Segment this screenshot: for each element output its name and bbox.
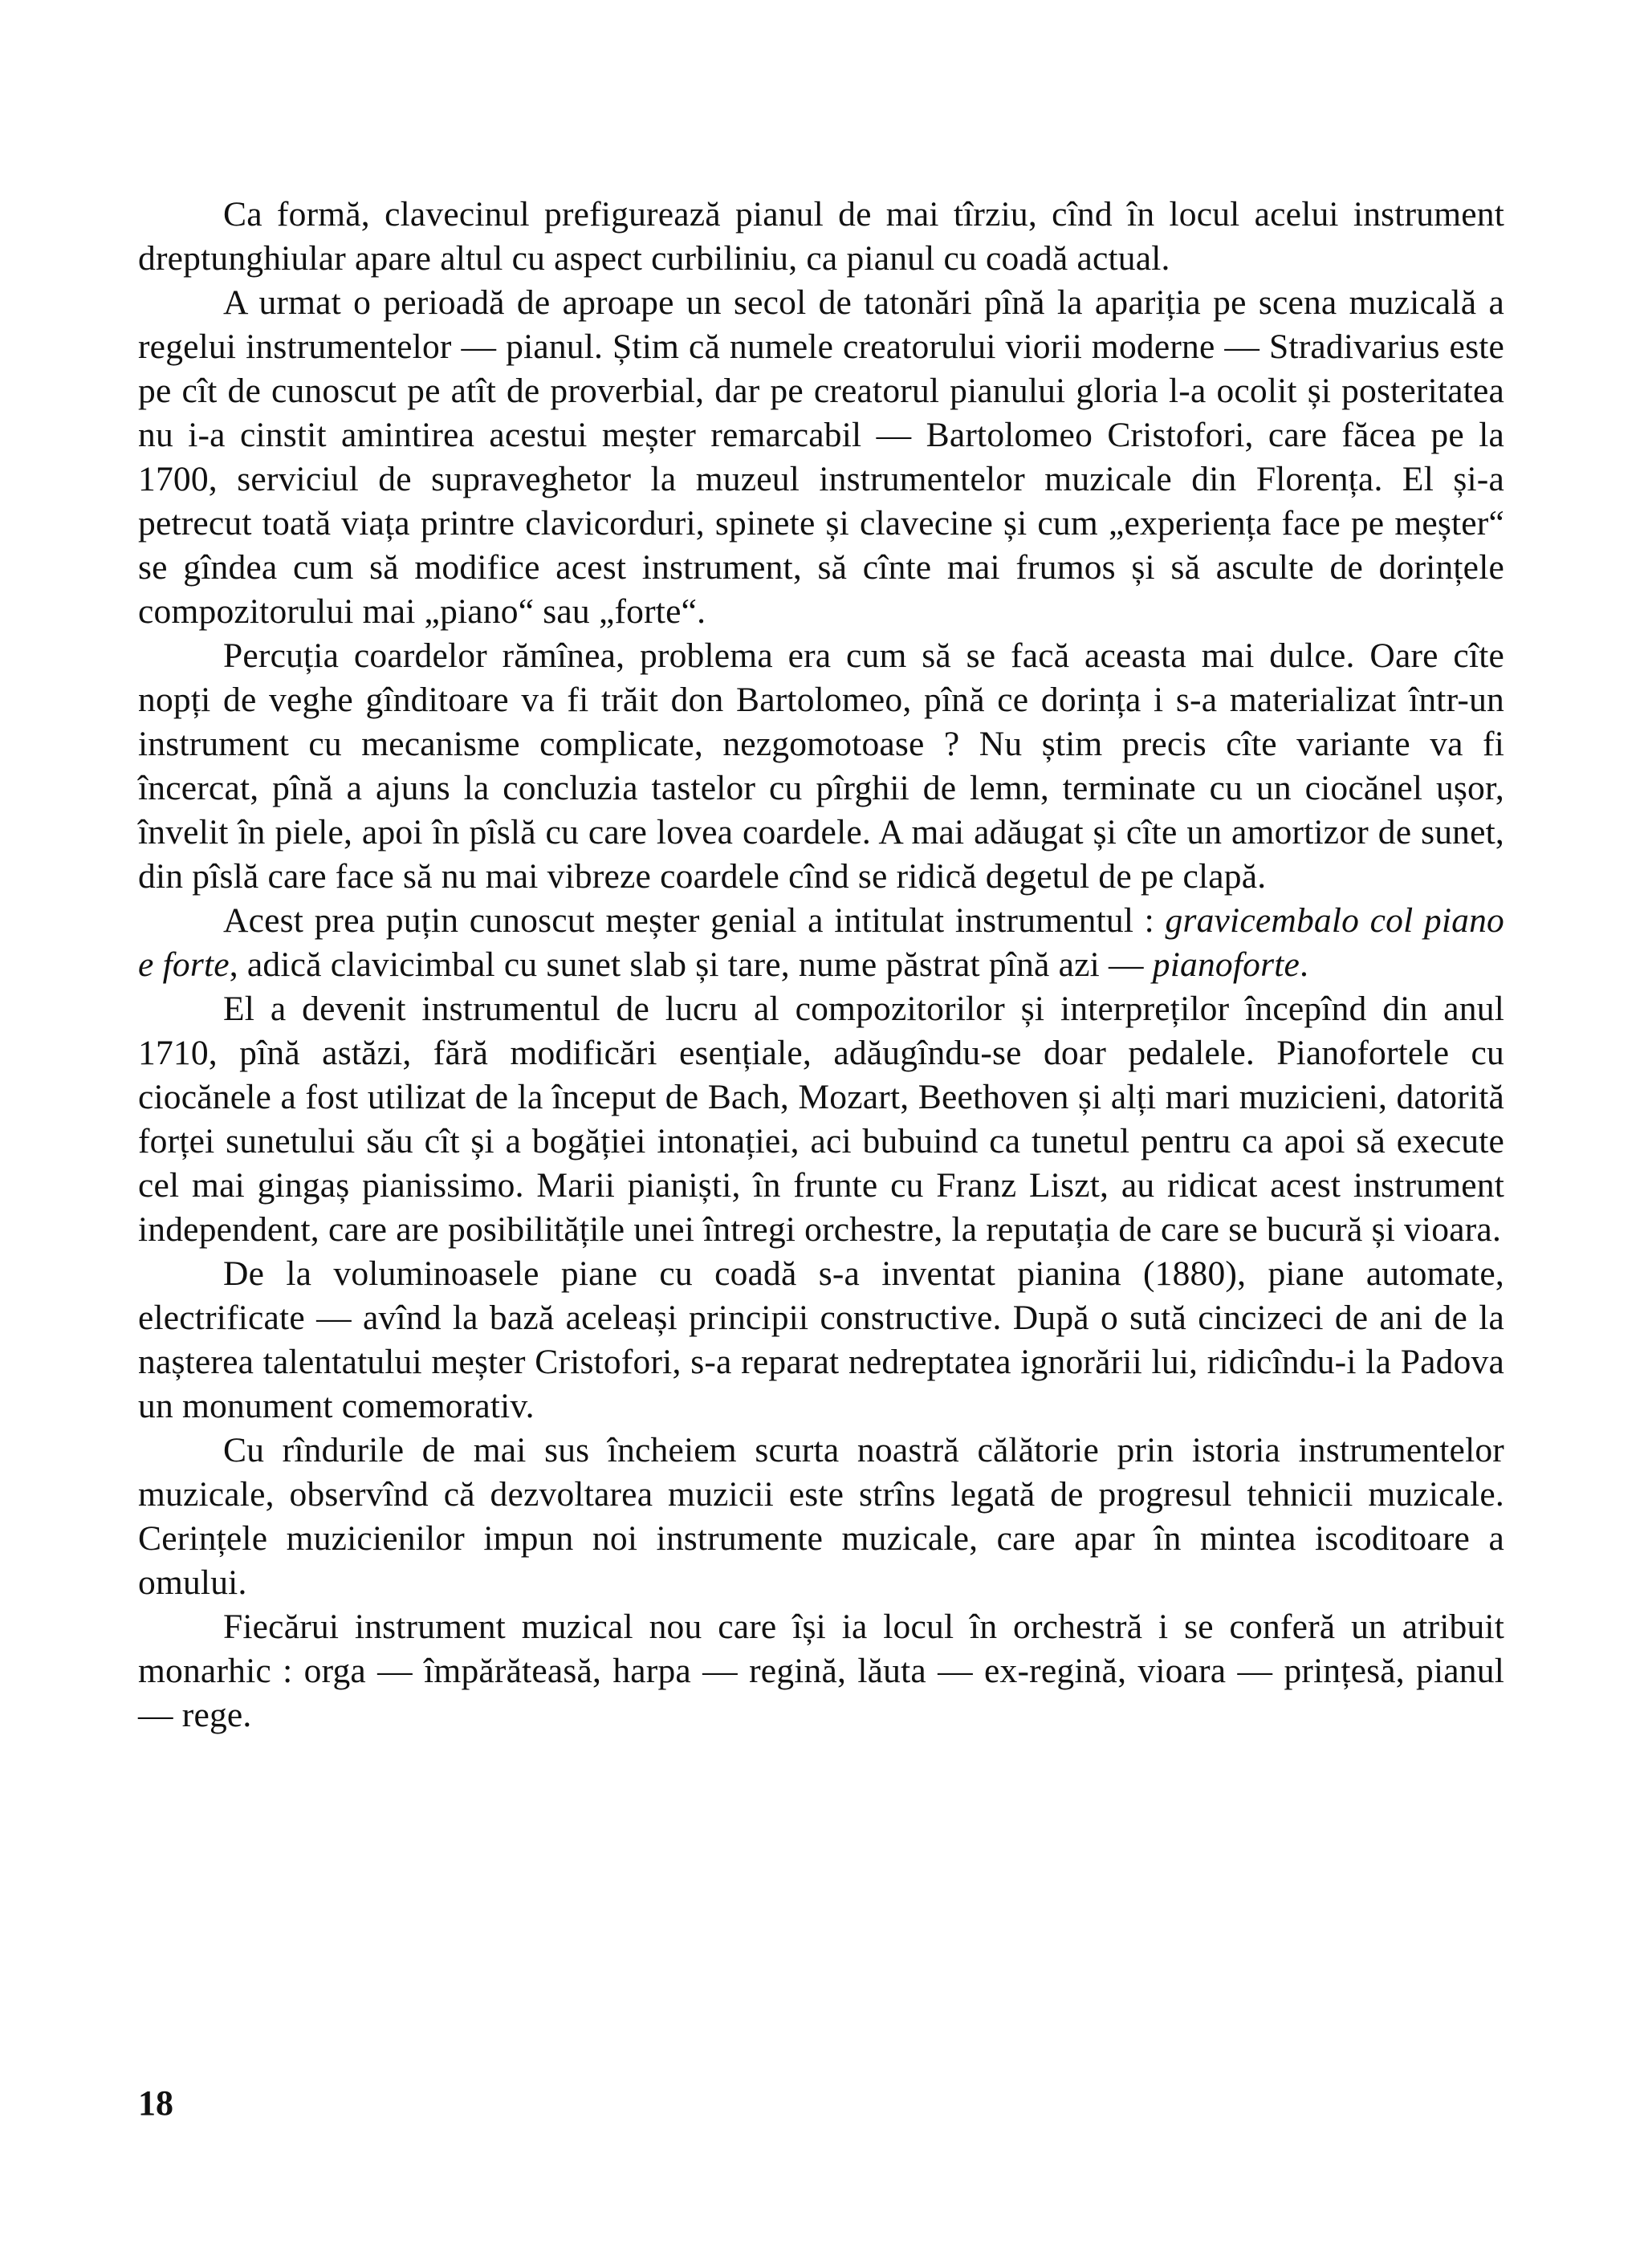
italic-instrument-name: gravicembalo col piano e forte [138, 901, 1504, 984]
paragraph-4 [138, 899, 1504, 987]
paragraph-6: De la voluminoasele piane cu coadă s-a inventat pianina (1880), piane automate, electrificate — avînd la bază aceleași principii constructive. După o sută cincizeci de ani de la nașterea talentatului meșter Cristofori, s-a reparat nedreptatea ignorării lui, ridicîndu-i la Padova un monument comemorativ. [138, 1254, 1504, 1425]
paragraph-4-text-middle: , adică clavicimbal cu sunet slab și tare, nume păstrat pînă azi — [229, 945, 1153, 984]
italic-pianoforte: pianoforte [1152, 945, 1300, 984]
paragraph-7: Cu rîndurile de mai sus încheiem scurta noastră călătorie prin istoria instrumentelor muzicale, observînd că dezvoltarea muzicii este strîns legată de progresul tehnicii muzicale. Cerințele muzicienilor impun noi instrumente muzicale, care apar în mintea iscoditoare a omului. [138, 1431, 1504, 1602]
paragraph-1: Ca formă, clavecinul prefigurează pianul de mai tîrziu, cînd în locul acelui instrument dreptunghiular apare altul cu aspect curbiliniu, ca pianul cu coadă actual. [138, 195, 1504, 278]
body-text [138, 193, 1504, 1738]
paragraph-4-text-after: . [1300, 945, 1309, 984]
paragraph-5: El a devenit instrumentul de lucru al compozitorilor și interpreților începînd din anul 1710, pînă astăzi, fără modificări esențiale, adăugîndu-se doar pedalele. Pianofortele cu ciocănele a fost utilizat de la început de Bach, Mozart, Beethoven și alți mari muzicieni, datorită forței sunetului său cît și a bogăției intonației, aci bubuind ca tunetul pentru ca apoi să execute cel mai gingaș pianissimo. Marii pianiști, în frunte cu Franz Liszt, au ridicat acest instrument independent, care are posibilitățile unei întregi orchestre, la reputația de care se bucură și vioara. [138, 990, 1504, 1249]
paragraph-4-text-before: Acest prea puțin cunoscut meșter genial a intitulat instrumentul : [223, 901, 1166, 940]
paragraph-3: Percuția coardelor rămînea, problema era cum să se facă aceasta mai dulce. Oare cîte nopți de veghe gînditoare va fi trăit don Bartolomeo, pînă ce dorința i s-a materializat într-un instrument cu mecanisme complicate, nezgomotoase ? Nu știm precis cîte variante va fi încercat, pînă a ajuns la concluzia tastelor cu pîrghii de lemn, terminate cu un ciocănel ușor, învelit în piele, apoi în pîslă cu care lovea coardele. A mai adăugat și cîte un amortizor de sunet, din pîslă care face să nu mai vibreze coardele cînd se ridică degetul de pe clapă. [138, 636, 1504, 896]
paragraph-2: A urmat o perioadă de aproape un secol de tatonări pînă la apariția pe scena muzicală a regelui instrumentelor — pianul. Știm că numele creatorului viorii moderne — Stradivarius este pe cît de cunoscut pe atît de proverbial, dar pe creatorul pianului gloria l-a ocolit și posteritatea nu i-a cinstit amintirea acestui meșter remarcabil — Bartolomeo Cristofori, care făcea pe la 1700, serviciul de supraveghetor la muzeul instrumentelor muzicale din Florența. El și-a petrecut toată viața printre clavicorduri, spinete și clavecine și cum „experiența face pe meșter“ se gîndea cum să modifice acest instrument, să cînte mai frumos și să asculte de dorințele compozitorului mai „piano“ sau „forte“. [138, 283, 1504, 631]
page-number: 18 [138, 2083, 173, 2123]
paragraph-8: Fiecărui instrument muzical nou care își ia locul în orchestră i se conferă un atribuit monarhic : orga — împărăteasă, harpa — regină, lăuta — ex-regină, vioara — prințesă, pianul — rege. [138, 1608, 1504, 1734]
